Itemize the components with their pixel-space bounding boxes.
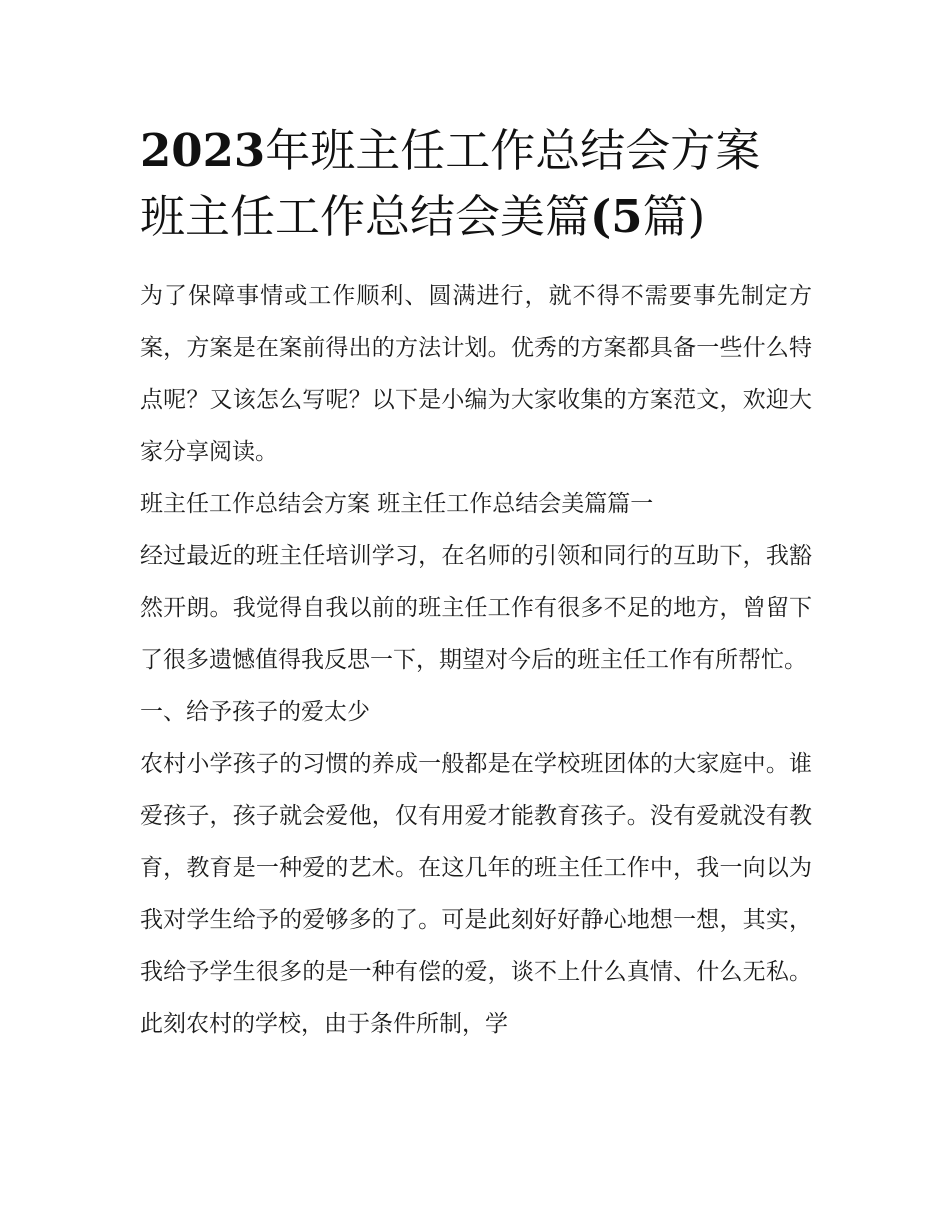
document-page bbox=[140, 118, 812, 1050]
subsection-heading: 一、给予孩子的爱太少 bbox=[140, 699, 370, 725]
section-heading: 班主任工作总结会方案 班主任工作总结会美篇篇一 bbox=[140, 491, 654, 517]
body-paragraph: 经过最近的班主任培训学习，在名师的引领和同行的互助下，我豁然开朗。我觉得自我以前的班主任工作有很多不足的地方，曾留下了很多遗憾值得我反思一下，期望对今后的班主任工作有所帮忙。 bbox=[140, 543, 812, 673]
title-line1-text: 年班主任工作总结会方案 bbox=[265, 124, 761, 177]
body-paragraph: 农村小学孩子的习惯的养成一般都是在学校班团体的大家庭中。谁爱孩子，孩子就会爱他，仅有用爱才能教育孩子。没有爱就没有教育，教育是一种爱的艺术。在这几年的班主任工作中，我一向以为我对学生给予的爱够多的了。可是此刻好好静心地想一想，其实，我给予学生很多的是一种有偿的爱，谈不上什么真情、什么无私。此刻农村的学校，由于条件所制，学 bbox=[140, 751, 812, 1037]
title-year: 2023 bbox=[140, 124, 266, 177]
title-count: (5 bbox=[590, 190, 643, 243]
intro-paragraph: 为了保障事情或工作顺利、圆满进行，就不得不需要事先制定方案，方案是在案前得出的方法计划。优秀的方案都具备一些什么特点呢？又该怎么写呢？以下是小编为大家收集的方案范文，欢迎大家分享阅读。 bbox=[140, 283, 812, 465]
document-body bbox=[140, 270, 812, 1050]
document-title bbox=[140, 118, 812, 250]
title-line2-suffix: 篇) bbox=[642, 190, 706, 243]
title-line2-text: 班主任工作总结会美篇 bbox=[140, 190, 591, 243]
